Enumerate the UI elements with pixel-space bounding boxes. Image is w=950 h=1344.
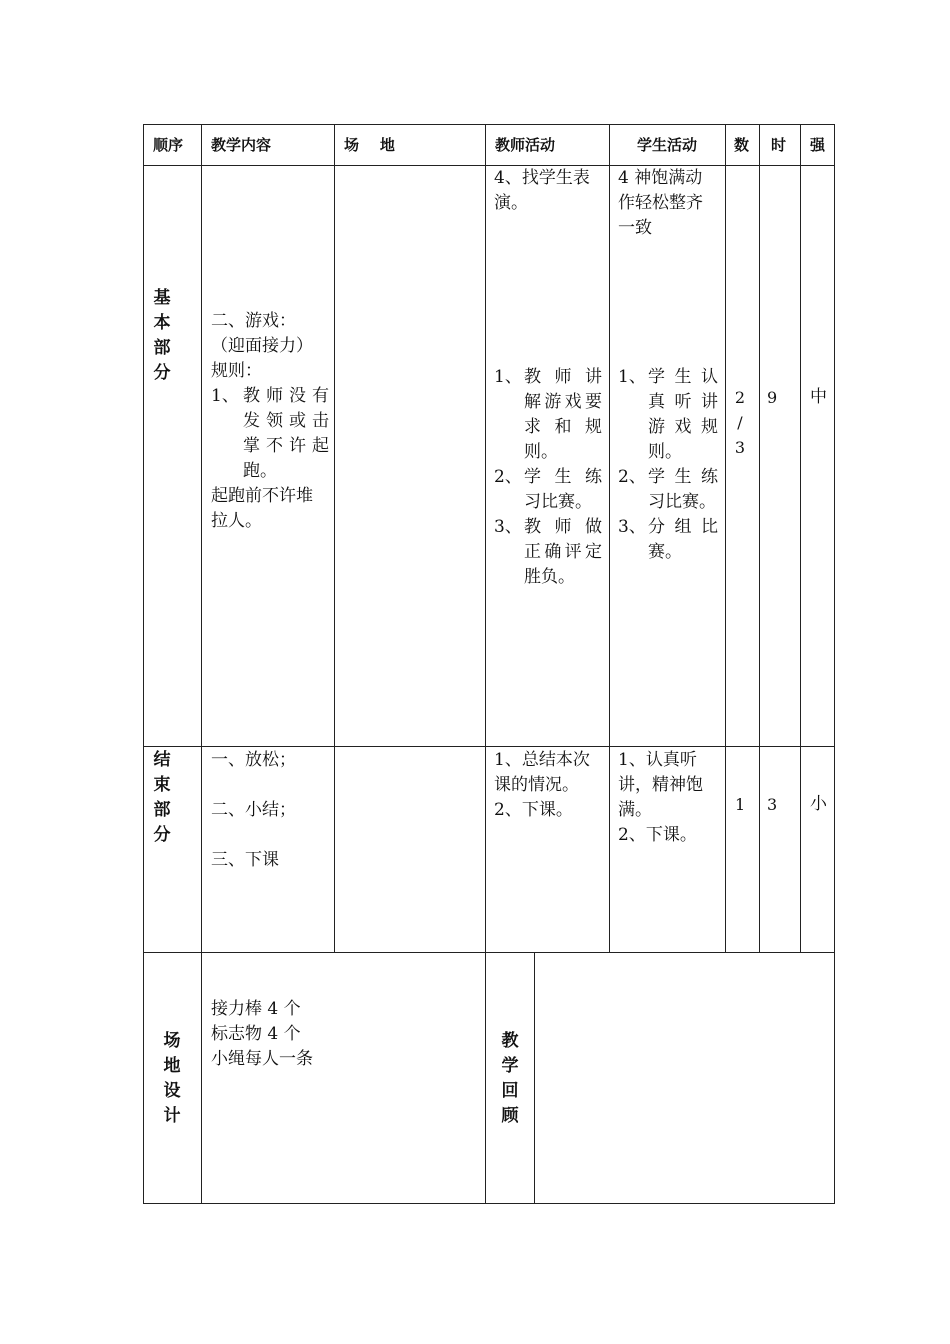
grid-line	[800, 124, 801, 953]
list-item: 小绳每人一条	[211, 1049, 313, 1069]
section-ending-label: 结 束 部 分	[153, 750, 171, 845]
grid-line	[759, 124, 760, 953]
list-item: 接力棒 4 个	[211, 999, 301, 1019]
rule-1: 1、 教师没有 发领或击 掌不许起 跑。	[211, 386, 329, 481]
basic-student-top: 4 神饱满动 作轻松整齐 一致	[618, 168, 703, 238]
rule-2: 起跑前不许堆	[211, 486, 313, 506]
design-items	[211, 997, 313, 1072]
grid-line	[143, 1203, 835, 1204]
student-item-3: 3、 分 组 比 赛。	[618, 517, 718, 562]
grid-line	[334, 124, 335, 953]
header-intensity: 强	[810, 136, 826, 154]
grid-line	[143, 124, 144, 1204]
basic-teacher-top: 4、找学生表 演。	[494, 168, 590, 213]
grid-line	[834, 124, 835, 1204]
basic-intensity: 中	[810, 387, 827, 407]
review-label: 教 学 回 顾	[501, 1031, 519, 1126]
game-title: 二、游戏：	[211, 311, 296, 331]
header-venue: 场 地	[344, 136, 395, 154]
teacher-item-1: 1、 教 师 讲 解游戏要 求 和 规 则。	[494, 367, 602, 462]
grid-line	[201, 124, 202, 1204]
basic-teacher-items	[494, 365, 602, 590]
basic-student-items	[618, 365, 718, 565]
student-item-1: 1、 学 生 认 真 听 讲 游 戏 规 则。	[618, 367, 718, 462]
grid-line	[534, 952, 535, 1204]
section-design-label: 场 地 设 计	[163, 1031, 181, 1126]
section-basic-label: 基 本 部 分	[153, 288, 171, 383]
teacher-item-2: 2、 学 生 练 习比赛。	[494, 467, 602, 512]
grid-line	[485, 124, 486, 1204]
basic-time: 9	[767, 388, 778, 407]
grid-line	[609, 124, 610, 953]
game-name: （迎面接力）	[211, 336, 313, 356]
ending-time: 3	[767, 795, 778, 814]
ending-teacher: 1、总结本次 课的情况。 2、下课。	[494, 750, 590, 820]
basic-content: 二、游戏： （迎面接力） 规则： 1、 教师没有 发领或击 掌不许起 跑。 起跑前不许堆 拉人。	[211, 311, 329, 531]
header-order: 顺序	[153, 136, 184, 154]
list-item: 标志物 4 个	[211, 1024, 301, 1044]
header-content: 教学内容	[211, 136, 272, 154]
grid-line	[143, 165, 835, 166]
grid-line	[143, 124, 835, 125]
grid-line	[725, 124, 726, 953]
ending-count: 1	[735, 795, 746, 814]
header-count: 数	[734, 136, 750, 154]
student-item-2: 2、 学 生 练 习比赛。	[618, 467, 718, 512]
header-teacher: 教师活动	[495, 136, 556, 154]
grid-line	[143, 952, 835, 953]
header-time: 时	[771, 136, 787, 154]
rules-label: 规则：	[211, 361, 262, 381]
teacher-item-3: 3、 教 师 做 正确评定 胜负。	[494, 517, 602, 587]
ending-student: 1、认真听 讲，精神饱 满。 2、下课。	[618, 750, 703, 845]
ending-content: 一、放松； 二、小结； 三、下课	[211, 750, 296, 870]
ending-intensity: 小	[810, 794, 827, 814]
basic-count: 2 / 3	[734, 388, 746, 457]
grid-line	[143, 746, 835, 747]
header-student: 学生活动	[637, 136, 698, 154]
